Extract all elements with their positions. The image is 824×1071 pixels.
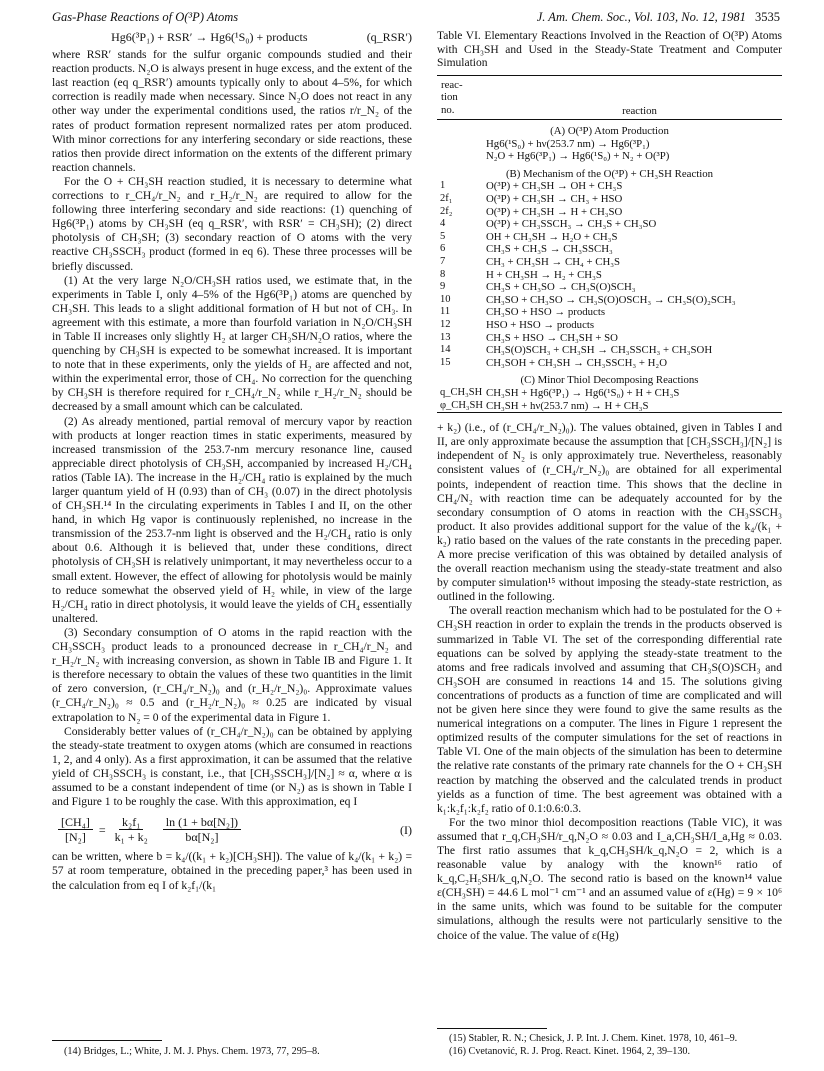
table-row bbox=[437, 357, 782, 370]
reaction-number: 6 bbox=[440, 243, 446, 255]
left-column bbox=[52, 30, 412, 893]
reaction-number: 14 bbox=[440, 344, 451, 356]
reaction-number: 5 bbox=[440, 230, 446, 242]
journal-citation bbox=[537, 10, 780, 25]
equation-I bbox=[52, 815, 412, 844]
reaction-equation: CH₃S + HSO → CH₃SH + SO bbox=[486, 331, 618, 344]
table-row bbox=[437, 332, 782, 345]
footnote-15: (15) Stabler, R. N.; Chesick, J. P. Int. J. Chem. Kinet. 1978, 10, 461–9. bbox=[449, 1033, 738, 1044]
table-row bbox=[437, 193, 782, 206]
paragraph: The overall reaction mechanism which had to be postulated for the O + CH₃SH reaction in order to explain the trends in the products observed is summarized in Table VI. The set of the corresponding differential rate equations can be solved by applying the steady-state treatment to the atoms and free radicals involved and assuming that CH₃S(O)SCH₃ and CH₃SOH are consumed in reactions 14 and 15. The solutions giving concentrations of products as a function of time are complicated and will not be given here since they were found to give the same results as the numerical integrations on a computer. The lines in Figure 1 represent the optimized results of the computer simulations for the set of reactions in Table VI. One of the main objects of the simulation has been to determine the relative rate constants of the primary rate channels for the O + CH₃SH reaction by matching the observed and the calculated trends in product yields as a function of time. The best agreement was obtained with a k₁:k₂f₁:k₂f₂ ratio of 0.1:0.6:0.3. bbox=[437, 604, 782, 815]
reaction-number: 13 bbox=[440, 331, 451, 343]
footnote-rule-left bbox=[52, 1040, 162, 1041]
equation-quenching-text: Hg6(³P₁) + RSR′ → Hg6(¹S₀) + products bbox=[111, 30, 308, 44]
footnote-rule-right bbox=[437, 1028, 547, 1029]
table-row bbox=[437, 150, 782, 163]
reaction-number bbox=[437, 150, 486, 163]
equation-quenching-tag: (q_RSR′) bbox=[366, 30, 412, 44]
paragraph: (1) At the very large N₂O/CH₃SH ratios used, we estimate that, in the experiments in Table I, only 4–5% of the Hg6(³P₁) atoms are quenched by CH₃SH. This leads to a slight additional formation of H but not of CH₃. In agreement with this estimate, a more than fourfold variation in N₂O/CH₃SH in Table II increases only slightly H₂ at larger CH₃SH/N₂O ratios, where the quenching by CH₃SH is expected to be somewhat increased. It is important to note that in these experiments, only the yields of H₂ are affected and not, within the experimental error, those of CH₄. No correction for the quenching by CH₃SH is therefore required for r_CH₄/r_N₂ while r_H₂/r_N₂ should be decreased by a small amount which can be calculated. bbox=[52, 273, 412, 414]
reaction-equation: CH₃SO + HSO → products bbox=[486, 306, 606, 319]
equation-quenching bbox=[52, 30, 412, 44]
table-section-c: (C) Minor Thiol Decomposing Reactions bbox=[520, 374, 699, 387]
eq-k-numerator: k₂f₁ bbox=[119, 815, 143, 830]
reaction-equation: HSO + HSO → products bbox=[486, 319, 595, 331]
table-section-a: (A) O(³P) Atom Production bbox=[550, 125, 669, 138]
eq-lhs-numerator: [CH₄] bbox=[58, 815, 93, 830]
right-column bbox=[437, 30, 782, 943]
eq-equals: = bbox=[98, 822, 106, 837]
reaction-equation: O(³P) + CH₃SH → OH + CH₃S bbox=[486, 180, 623, 193]
reaction-table bbox=[437, 75, 782, 414]
table-header-number: reac- tion no. bbox=[441, 78, 463, 116]
table-rows-b bbox=[437, 180, 782, 369]
table-row bbox=[437, 256, 782, 269]
reaction-number: 2f₂ bbox=[440, 205, 453, 217]
eq-k-denominator: k₁ + k₂ bbox=[114, 830, 148, 845]
reaction-number: 7 bbox=[440, 256, 446, 268]
table-row bbox=[437, 281, 782, 294]
table-row bbox=[437, 400, 782, 413]
reaction-equation: CH₃SO + CH₃SO → CH₃S(O)OSCH₃ → CH₃S(O)₂SCH₃ bbox=[486, 293, 736, 306]
table-row bbox=[437, 387, 782, 400]
reaction-equation: OH + CH₃SH → H₂O + CH₃S bbox=[486, 230, 618, 243]
paragraph: + k₂) (i.e., of (r_CH₄/r_N₂)₀). The values obtained, given in Tables I and II, are only approximate because the assumption that [CH₃SSCH₃]/[N₂] is independent of N₂ is only approximately true. Nevertheless, reasonably consistent values of (r_CH₄/r_N₂)₀ are obtained for all experimental points, independent of reaction time. This shows that the decline in CH₄/N₂ with reaction time can be adequately accounted for by the secondary consumption of O atoms in reaction with the CH₃SSCH₃ product. It also provides additional support for the value of the k₄/(k₁ + k₂) ratio based on the values of the rate constants in the preceding paper. A more precise verification of this was obtained by detailed analysis of the overall reaction mechanism using the steady-state treatment and also by computer simulation¹⁵ without imposing the steady-state restriction, as outlined in the following. bbox=[437, 421, 782, 604]
paragraph: For the two minor thiol decomposition reactions (Table VIC), it was assumed that r_q,CH₃SH/r_q,N₂O ≈ 0.03 and I_a,CH₃SH/I_a,Hg ≈ 0.03. The first ratio assumes that k_q,CH₃SH/k_q,N₂O = 2, which is a reasonable value by analogy with the known¹⁶ ratio of k_q,C₂H₅SH/k_q,N₂O. The second ratio is based on the known¹⁴ value ε(CH₃SH) = 44.6 L mol⁻¹ cm⁻¹ and an assumed value of ε(Hg) = 9 × 10⁶ in the same units, which was found to be suitable for the computer simulations, although the results were not particularly sensitive to the choice of the value. The value of ε(Hg) bbox=[437, 815, 782, 942]
table-rows-a bbox=[437, 138, 782, 163]
table-row bbox=[437, 180, 782, 193]
reaction-equation: CH₃SOH + CH₃SH → CH₃SSCH₃ + H₂O bbox=[486, 356, 667, 369]
paragraph: For the O + CH₃SH reaction studied, it is necessary to determine what corrections to r_CH₄/r_N₂ and r_H₂/r_N₂ are required to allow for the following three interfering secondary and side reactions: (1) quenching of Hg6(³P₁) atoms by CH₃SH (eq q_RSR′, with RSR′ = CH₃SH); (2) direct photolysis of CH₃SH; (3) secondary reaction of O atoms with the very reactive CH₃SSCH₃ product (formed in eq 6). These three processes will be briefly discussed. bbox=[52, 174, 412, 273]
eq-ln-denominator: bα[N₂] bbox=[185, 830, 219, 845]
reaction-number: 15 bbox=[440, 356, 451, 368]
reaction-equation: CH₃S + CH₃S → CH₃SSCH₃ bbox=[486, 243, 613, 256]
eq-label: (I) bbox=[400, 822, 412, 837]
table-row bbox=[437, 218, 782, 231]
reaction-equation: CH₃SH + hν(253.7 nm) → H + CH₃S bbox=[486, 399, 649, 412]
page-number: 3535 bbox=[755, 10, 780, 24]
table-row bbox=[437, 319, 782, 332]
footnote-14: (14) Bridges, L.; White, J. M. J. Phys. Chem. 1973, 77, 295–8. bbox=[64, 1046, 320, 1057]
reaction-number: 10 bbox=[440, 293, 451, 305]
reaction-number: q_CH₃SH bbox=[440, 386, 483, 398]
table-row bbox=[437, 138, 782, 151]
eq-lhs-denominator: [N₂] bbox=[65, 830, 86, 845]
paragraph: where RSR′ stands for the sulfur organic compounds studied and their reaction products. N₂O is always present in huge excess, and the extent of the last reaction (eq q_RSR′) amounts typically only to about 4–5%, for which correction is readily made when necessary. Since N₂O does not react in any other way under the experimental conditions used, the ratios r/r_N₂ of the rates of product formation represent normalized rates per atom produced. With minor corrections for any interfering secondary or side reactions, these ratios then provide direct information on the extents of the different primary reaction channels. bbox=[52, 48, 412, 174]
reaction-equation: O(³P) + CH₃SH → CH₃ + HSO bbox=[486, 193, 623, 206]
table-row bbox=[437, 206, 782, 219]
eq-lhs-fraction bbox=[58, 815, 93, 844]
reaction-number: 2f₁ bbox=[440, 193, 453, 205]
reaction-number: 12 bbox=[440, 319, 451, 330]
reaction-number: 9 bbox=[440, 281, 446, 293]
table-row bbox=[437, 269, 782, 282]
table-row bbox=[437, 306, 782, 319]
paragraph: Considerably better values of (r_CH₄/r_N₂)₀ can be obtained by applying the steady-state treatment to oxygen atoms (which are consumed in reactions 1, 2, and 4 only). As a first approximation, it can be assumed that the relative yield of CH₃SSCH₃ is constant, i.e., that [CH₃SSCH₃]/[N₂] ≈ α, where α is assumed to be a constant independent of time (or N₂) as is shown in Table I and Figure 1 to be roughly the case. With this approximation, eq I bbox=[52, 724, 412, 809]
reaction-equation: CH₃SH + Hg6(³P₁) → Hg6(¹S₀) + H + CH₃S bbox=[486, 386, 680, 399]
table-caption: Table VI. Elementary Reactions Involved in the Reaction of O(³P) Atoms with CH₃SH and Used in the Steady-State Treatment and Computer Simulation bbox=[437, 30, 782, 69]
table-row bbox=[437, 243, 782, 256]
reaction-number bbox=[437, 138, 486, 151]
paragraph: (3) Secondary consumption of O atoms in the rapid reaction with the CH₃SSCH₃ product leads to a pronounced decrease in r_CH₄/r_N₂ and r_H₂/r_N₂ with increasing conversion, as shown in Table IB and Figure 1. It is therefore necessary to obtain the values of these two quantities in the limit of zero conversion, (r_CH₄/r_N₂)₀ and (r_H₂/r_N₂)₀. Approximate values (r_CH₄/r_N₂)₀ ≈ 0.5 and (r_H₂/r_N₂)₀ ≈ 0.25 are indicated by visual extrapolation to N₂ = 0 of the experimental data in Figure 1. bbox=[52, 625, 412, 724]
table-section-b: (B) Mechanism of the O(³P) + CH₃SH Reaction bbox=[505, 167, 714, 180]
reaction-equation: CH₃S + CH₃SO → CH₃S(O)SCH₃ bbox=[486, 281, 636, 294]
reaction-equation: CH₃S(O)SCH₃ + CH₃SH → CH₃SSCH₃ + CH₃SOH bbox=[486, 344, 713, 357]
reaction-number: 4 bbox=[440, 218, 446, 230]
eq-k-fraction bbox=[112, 815, 151, 844]
reaction-equation: CH₃ + CH₃SH → CH₄ + CH₃S bbox=[486, 256, 621, 269]
reaction-equation: Hg6(¹S₀) + hν(253.7 nm) → Hg6(³P₁) bbox=[486, 137, 650, 150]
reaction-number: 8 bbox=[440, 268, 446, 280]
table-row bbox=[437, 294, 782, 307]
reaction-equation: H + CH₃SH → H₂ + CH₃S bbox=[486, 268, 602, 281]
eq-ln-fraction bbox=[163, 815, 241, 844]
table-row bbox=[437, 231, 782, 244]
eq-ln-numerator: ln (1 + bα[N₂]) bbox=[163, 815, 241, 830]
table-header bbox=[437, 76, 782, 121]
paragraph: (2) As already mentioned, partial removal of mercury vapor by reaction with products at longer reaction times in static experiments, measured by increased transmission of the 253.7-nm mercury resonance line, caused appreciable direct photolysis of CH₃SH, accompanied by increased H₂/CH₄ ratios (Table IA). The increase in the H₂/CH₄ ratio is explained by the much larger quantum yield of H (0.93) than of CH₃ (0.07) in the direct photolysis of CH₃SH.¹⁴ In the circulating experiments in Tables I and II, on the other hand, in which Hg vapor is continuously replenished, no increase in the transmission of the 253.7-nm light is observed and the H₂/CH₄ ratio is only about 0.6. Although it is believed that, under these conditions, direct photolysis of CH₃SH is relatively unimportant, it may nevertheless occur to a small extent. However, the effect of allowing for photolysis would be mainly to reduce somewhat the observed yield of H₂ while, in view of the large H₂/CH₄ ratio in direct photolysis, it would leave the yields of CH₄ essentially unaltered. bbox=[52, 414, 412, 625]
reaction-number: 11 bbox=[440, 306, 451, 318]
table-header-reaction: reaction bbox=[622, 104, 657, 117]
reaction-equation: N₂O + Hg6(³P₁) → Hg6(¹S₀) + N₂ + O(³P) bbox=[486, 150, 670, 163]
reaction-number: 1 bbox=[440, 180, 446, 192]
reaction-number: φ_CH₃SH bbox=[440, 399, 483, 411]
reaction-equation: O(³P) + CH₃SSCH₃ → CH₃S + CH₃SO bbox=[486, 218, 657, 231]
footnote-16: (16) Cvetanović, R. J. Prog. React. Kinet. 1964, 2, 39–130. bbox=[449, 1046, 691, 1057]
table-row bbox=[437, 344, 782, 357]
running-title: Gas-Phase Reactions of O(³P) Atoms bbox=[52, 10, 239, 24]
reaction-equation: O(³P) + CH₃SH → H + CH₃SO bbox=[486, 205, 623, 218]
table-rows-c bbox=[437, 387, 782, 412]
paragraph: can be written, where b = k₄/((k₁ + k₂)[CH₃SH]). The value of k₄/(k₁ + k₂) = 57 at room temperature, obtained in the preceding paper,³ has been used in the calculation from eq I of k₂f₁/(k₁ bbox=[52, 850, 412, 892]
journal-name: J. Am. Chem. Soc., Vol. 103, No. 12, 1981 bbox=[536, 10, 746, 24]
